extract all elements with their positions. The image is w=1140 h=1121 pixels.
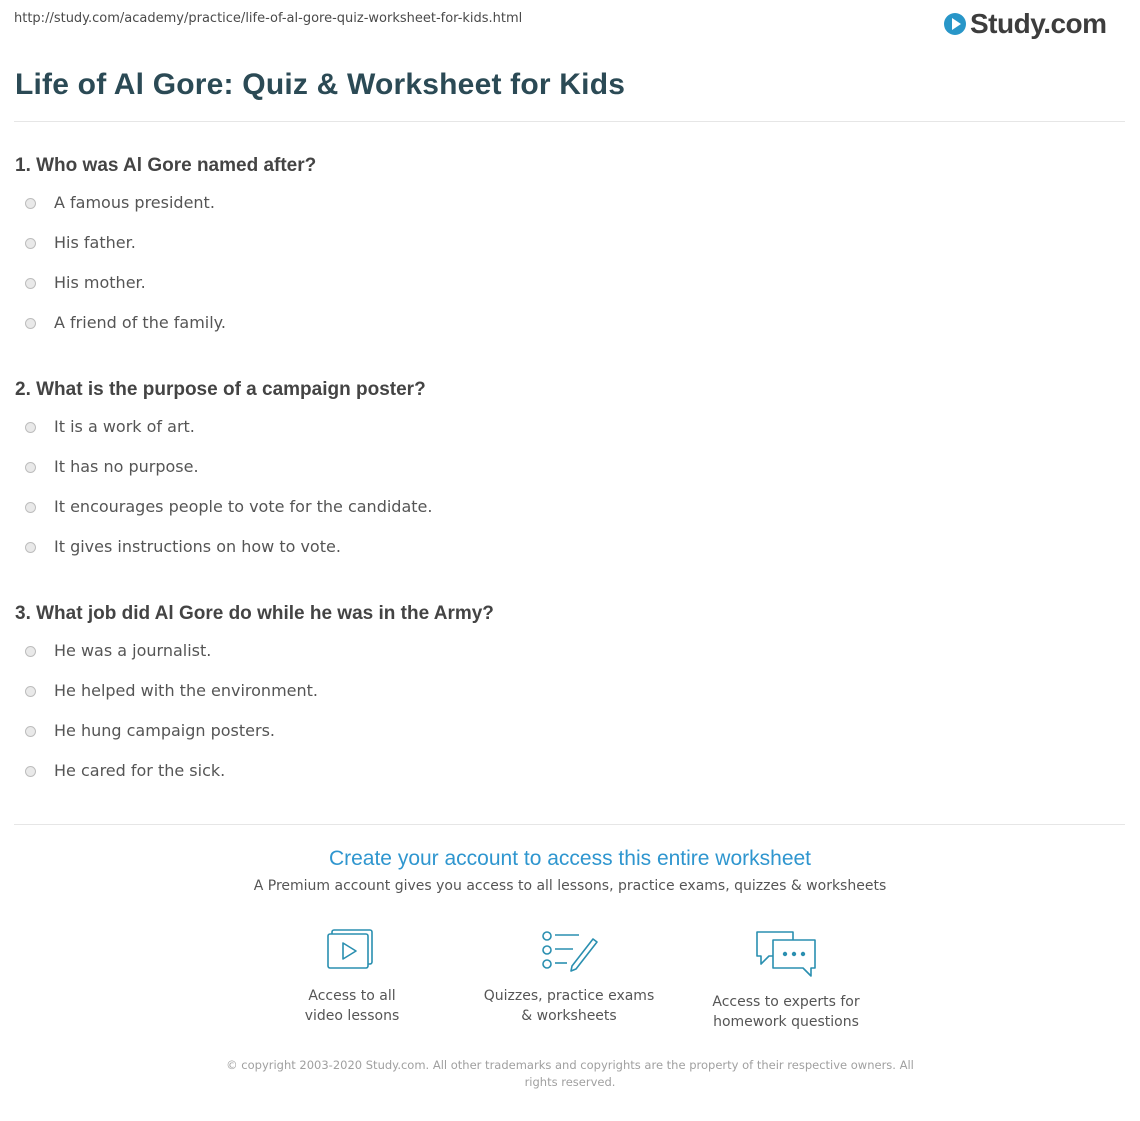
cta-subtitle: A Premium account gives you access to all lessons, practice exams, quizzes & worksheets <box>253 878 887 894</box>
radio-button[interactable] <box>25 278 36 289</box>
answer-option[interactable] <box>15 457 1115 497</box>
radio-button[interactable] <box>25 766 36 777</box>
answer-option[interactable] <box>15 417 1115 457</box>
answer-label: He cared for the sick. <box>54 761 226 780</box>
answer-option[interactable] <box>15 721 1115 761</box>
answer-option[interactable] <box>15 497 1115 537</box>
divider <box>14 121 1125 122</box>
answer-label: It encourages people to vote for the candidate. <box>54 497 433 516</box>
answer-label: It gives instructions on how to vote. <box>54 537 341 556</box>
question-title: 1. Who was Al Gore named after? <box>15 155 317 176</box>
radio-button[interactable] <box>25 422 36 433</box>
feature-label-line: Access to experts for <box>712 994 860 1010</box>
question-1 <box>15 153 1115 353</box>
feature-label-line: Quizzes, practice exams <box>483 988 655 1004</box>
create-account-link[interactable]: Create your account to access this entire worksheet <box>328 847 812 870</box>
answer-option[interactable] <box>15 273 1115 313</box>
answer-label: He helped with the environment. <box>54 681 318 700</box>
radio-button[interactable] <box>25 646 36 657</box>
feature-label-line: Access to all <box>308 988 396 1004</box>
logo-text: Study.com <box>970 8 1107 39</box>
answer-label: It is a work of art. <box>54 417 195 436</box>
answer-label: He hung campaign posters. <box>54 721 275 740</box>
answer-label: His father. <box>54 233 136 252</box>
radio-button[interactable] <box>25 238 36 249</box>
feature-video-lessons <box>252 928 452 1026</box>
video-lesson-icon <box>324 928 380 974</box>
feature-experts <box>686 928 886 1032</box>
answer-label: He was a journalist. <box>54 641 212 660</box>
answer-label: His mother. <box>54 273 146 292</box>
radio-button[interactable] <box>25 462 36 473</box>
divider <box>14 824 1125 825</box>
answer-option[interactable] <box>15 761 1115 801</box>
radio-button[interactable] <box>25 542 36 553</box>
answer-option[interactable] <box>15 313 1115 353</box>
answer-option[interactable] <box>15 233 1115 273</box>
radio-button[interactable] <box>25 686 36 697</box>
copyright-notice: © copyright 2003-2020 Study.com. All other trademarks and copyrights are the property of their respective owners. All rights reserved. <box>226 1058 914 1089</box>
answer-label: A famous president. <box>54 193 215 212</box>
answer-option[interactable] <box>15 193 1115 233</box>
question-2 <box>15 377 1115 577</box>
page-title: Life of Al Gore: Quiz & Worksheet for Kids <box>15 68 626 101</box>
feature-quizzes <box>469 928 669 1026</box>
feature-label-line: video lessons <box>304 1008 400 1024</box>
page-url: http://study.com/academy/practice/life-of-al-gore-quiz-worksheet-for-kids.html <box>14 11 523 26</box>
question-3 <box>15 601 1115 801</box>
answer-option[interactable] <box>15 641 1115 681</box>
radio-button[interactable] <box>25 318 36 329</box>
study-logo[interactable] <box>944 6 1107 42</box>
question-title: 2. What is the purpose of a campaign poster? <box>15 379 426 400</box>
play-logo-icon <box>944 13 966 35</box>
answer-option[interactable] <box>15 537 1115 577</box>
answer-option[interactable] <box>15 681 1115 721</box>
radio-button[interactable] <box>25 726 36 737</box>
feature-label-line: & worksheets <box>521 1008 617 1024</box>
question-title: 3. What job did Al Gore do while he was in the Army? <box>15 603 494 624</box>
radio-button[interactable] <box>25 198 36 209</box>
quiz-checklist-icon <box>539 928 599 974</box>
answer-label: A friend of the family. <box>54 313 226 332</box>
chat-bubbles-icon <box>753 928 819 980</box>
answer-label: It has no purpose. <box>54 457 199 476</box>
radio-button[interactable] <box>25 502 36 513</box>
feature-label-line: homework questions <box>713 1014 859 1030</box>
